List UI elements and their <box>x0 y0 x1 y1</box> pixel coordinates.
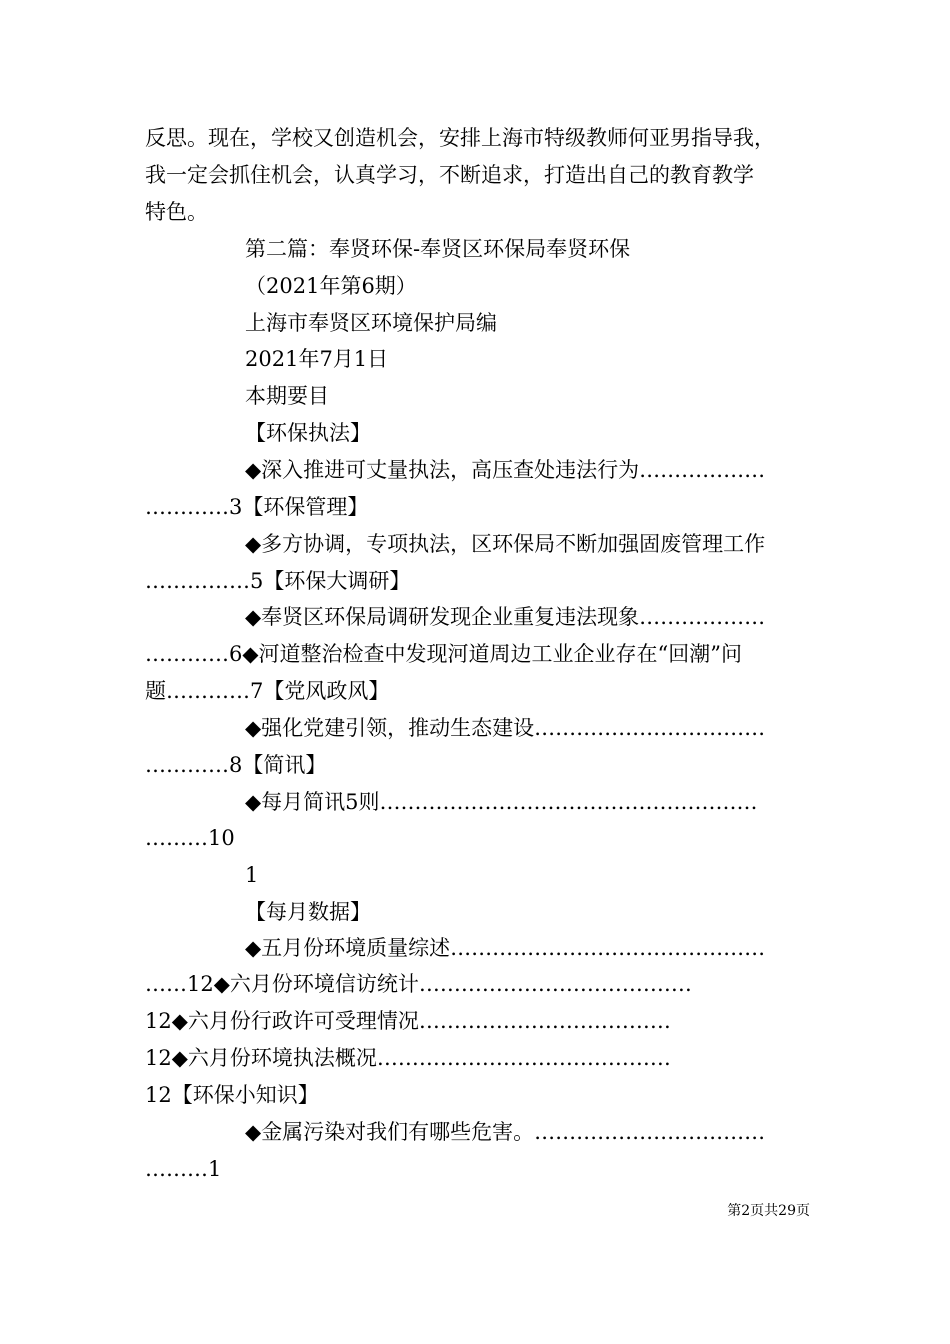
toc-entry: ◆深入推进可丈量执法，高压查处违法行为……………… <box>245 458 766 482</box>
toc-entry-continued: …………3【环保管理】 <box>145 495 369 519</box>
toc-category: 【每月数据】 <box>245 900 371 924</box>
toc-entry: ◆每月简讯5则……………………………………………… <box>245 790 758 814</box>
paragraph-line: 特色。 <box>145 200 208 224</box>
toc-entry-continued: …………6◆河道整治检查中发现河道周边工业企业存在“回潮”问 <box>145 642 742 666</box>
toc-entry-continued: …………8【简讯】 <box>145 753 327 777</box>
toc-entry-continued: 12【环保小知识】 <box>145 1083 319 1107</box>
toc-entry: ◆强化党建引领，推动生态建设…………………………… <box>245 716 766 740</box>
toc-entry-continued: ……………5【环保大调研】 <box>145 569 411 593</box>
toc-category: 【环保执法】 <box>245 421 371 445</box>
toc-entry: ◆金属污染对我们有哪些危害。…………………………… <box>245 1120 766 1144</box>
toc-entry-continued: ………10 <box>145 826 235 850</box>
toc-entry-continued: ……12◆六月份环境信访统计………………………………… <box>145 972 692 996</box>
publisher: 上海市奉贤区环境保护局编 <box>245 311 497 335</box>
issue-number: （2021年第6期） <box>245 274 417 298</box>
toc-entry: ◆多方协调，专项执法，区环保局不断加强固废管理工作 <box>245 532 766 556</box>
paragraph-line: 我一定会抓住机会，认真学习，不断追求，打造出自己的教育教学 <box>145 163 754 187</box>
toc-entry-continued: 12◆六月份行政许可受理情况……………………………… <box>145 1009 671 1033</box>
toc-entry: ◆奉贤区环保局调研发现企业重复违法现象……………… <box>245 605 766 629</box>
publish-date: 2021年7月1日 <box>245 347 389 371</box>
toc-entry: ◆五月份环境质量综述……………………………………… <box>245 936 766 960</box>
contents-heading: 本期要目 <box>245 384 329 408</box>
toc-entry-continued: 12◆六月份环境执法概况…………………………………… <box>145 1046 671 1070</box>
toc-entry-continued: ………1 <box>145 1157 222 1181</box>
page-footer: 第2页共29页 <box>727 1203 810 1219</box>
toc-entry-continued: 题…………7【党风政风】 <box>145 679 390 703</box>
section-title: 第二篇：奉贤环保-奉贤区环保局奉贤环保 <box>245 237 631 261</box>
paragraph-line: 反思。现在，学校又创造机会，安排上海市特级教师何亚男指导我， <box>145 126 775 150</box>
inline-page-number: 1 <box>245 863 259 887</box>
